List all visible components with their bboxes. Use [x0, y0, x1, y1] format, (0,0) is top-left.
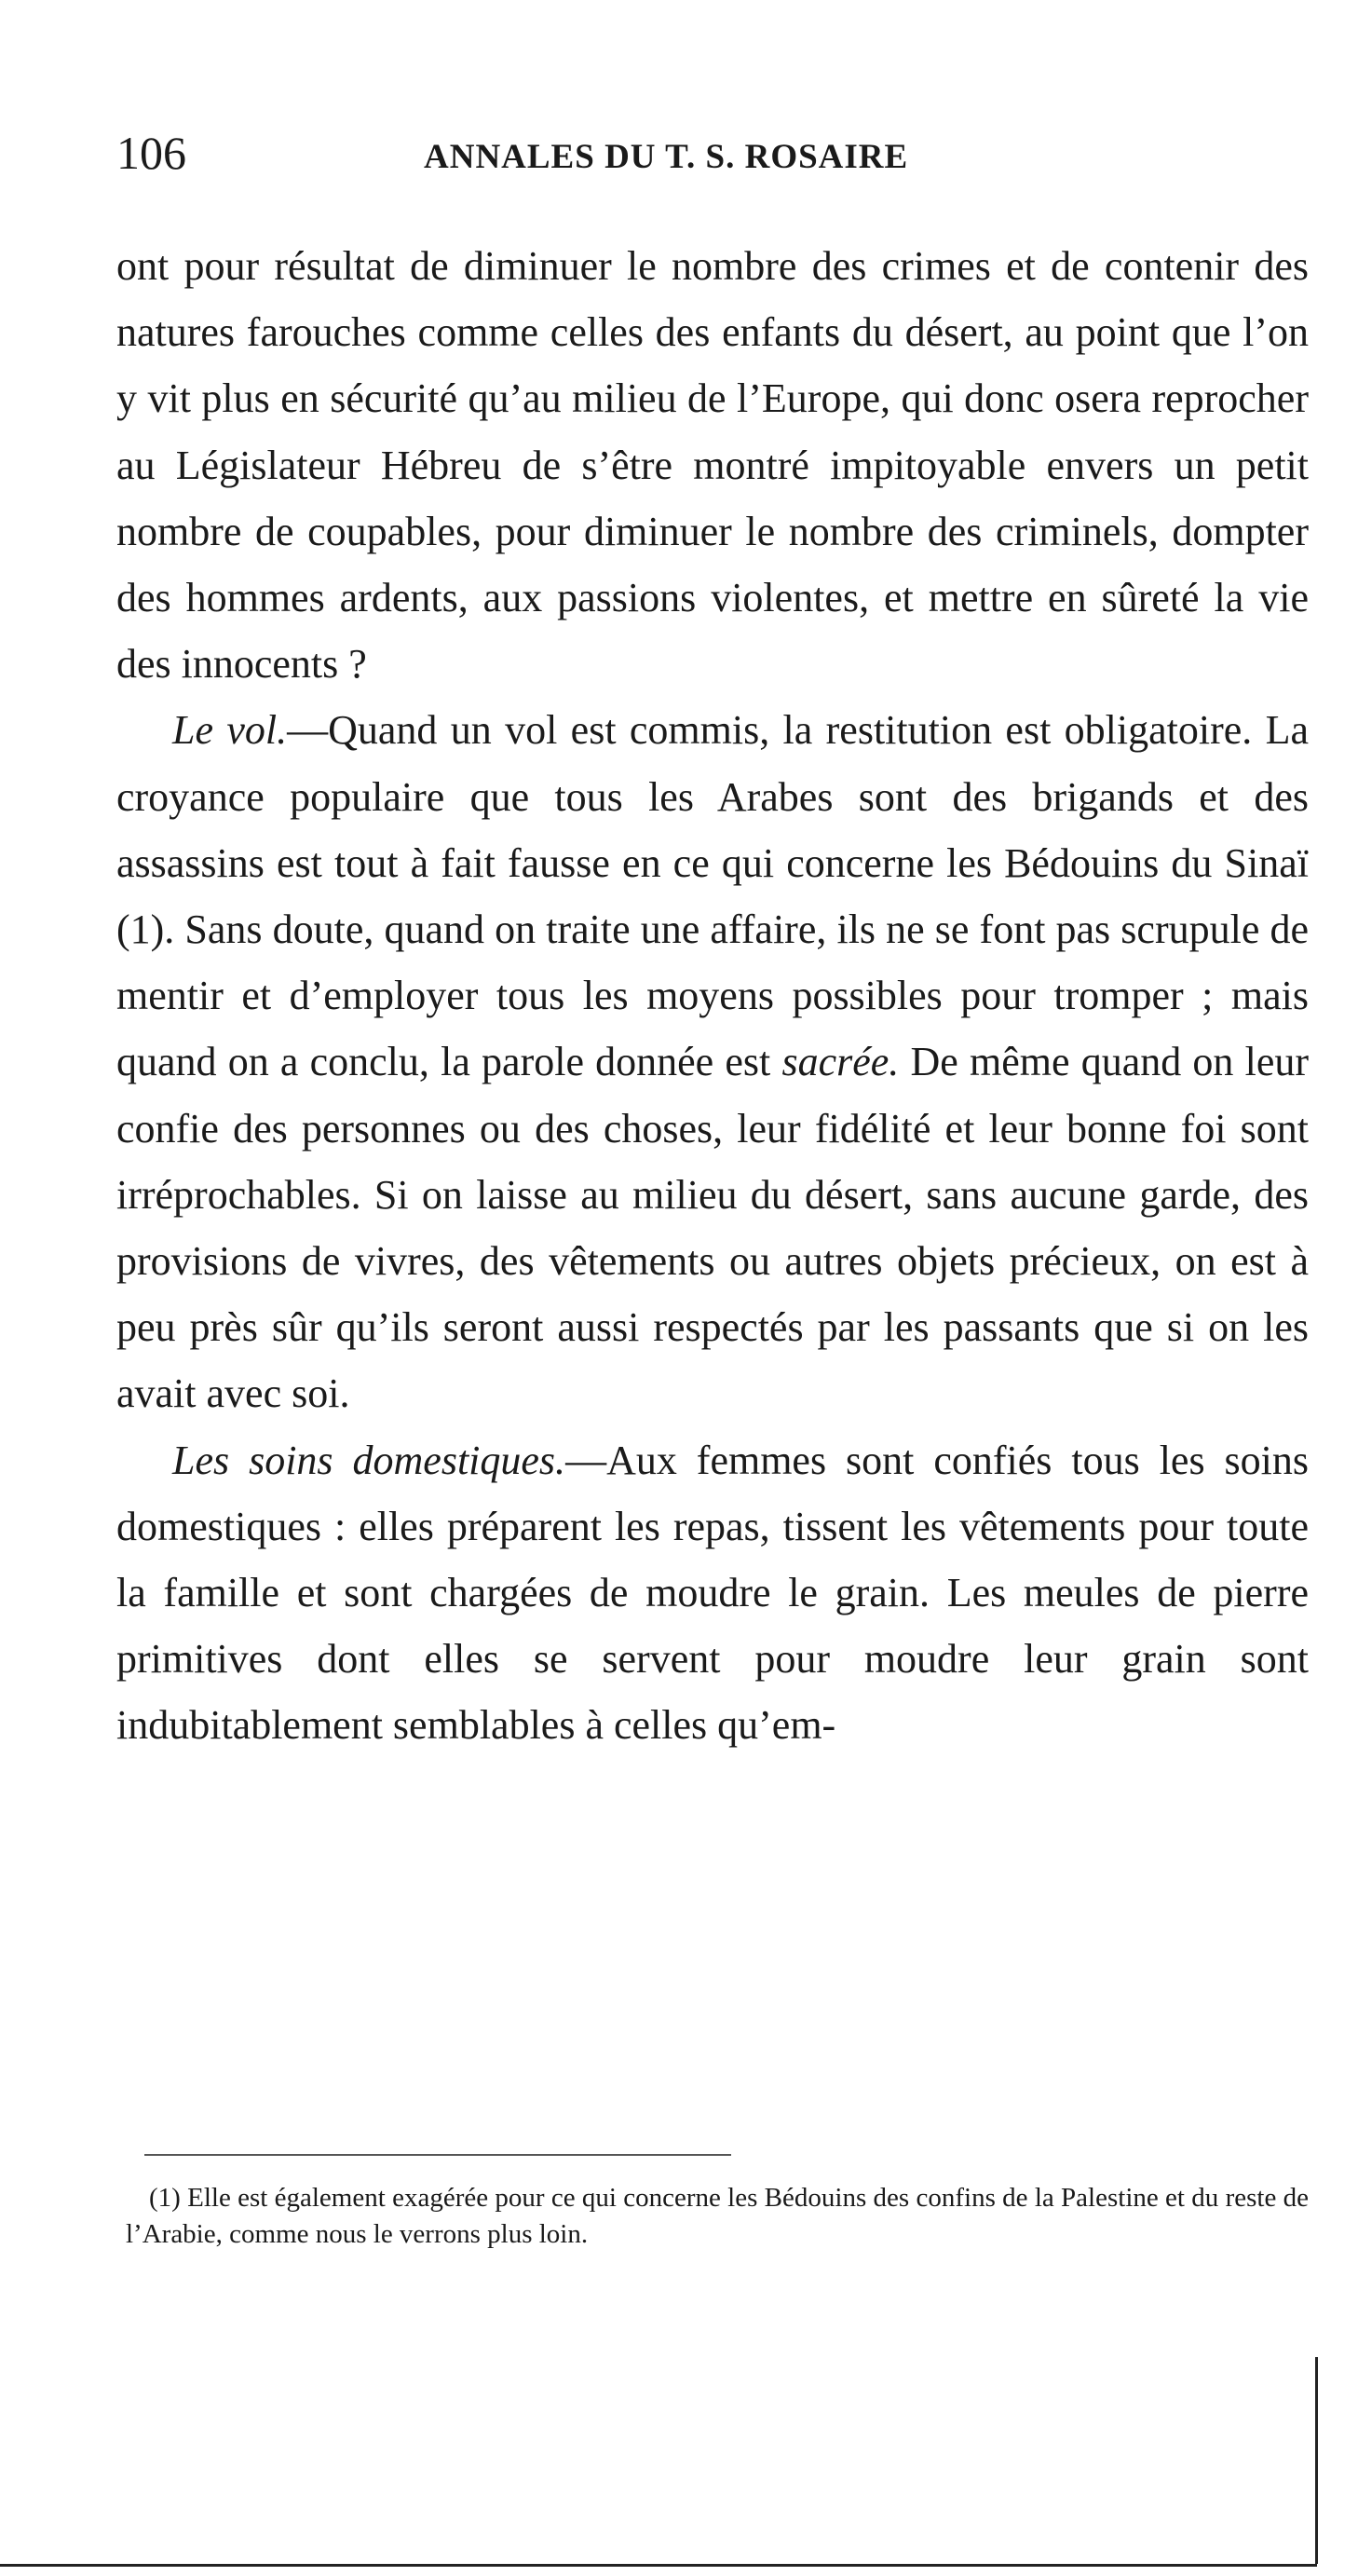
- emphasis-sacree: sacrée.: [781, 1039, 900, 1085]
- section-heading-soins-domestiques: Les soins domestiques.: [172, 1437, 566, 1483]
- paragraph-le-vol: [116, 697, 1309, 1426]
- em-dash: —: [287, 707, 329, 754]
- page-edge-right: [1315, 2357, 1318, 2564]
- paragraph-soins-domestiques: [116, 1427, 1309, 1759]
- body-text: [116, 233, 1309, 1759]
- paragraph-text: Quand un vol est commis, la restitution est obligatoire. La croyance populaire que tous les Arabes sont des brigands et des assassins est tout à fait fausse en ce qui concerne les Bédouins du Sinaï (1). Sans doute, quand on traite une affaire, ils ne se font pas scrupule de mentir et d’employer tous les moyens possibles pour tromper ; mais quand on a conclu, la parole donnée est: [116, 707, 1309, 1085]
- em-dash: —: [565, 1437, 607, 1483]
- page-number: 106: [116, 127, 186, 179]
- section-heading-le-vol: Le vol.: [172, 707, 288, 754]
- footnote-text: (1) Elle est également exagérée pour ce qui concerne les Bédouins des confins de la Palestine et du reste de l’Arabie, comme nous le verrons plus loin.: [126, 2183, 1309, 2249]
- paragraph-crimes: [116, 233, 1309, 697]
- paragraph-text: De même quand on leur confie des personnes ou des choses, leur fidélité et leur bonne foi sont irréprochables. Si on laisse au milieu du désert, sans aucune garde, des provisions de vivres, des vêtements ou autres objets précieux, on est à peu près sûr qu’ils seront aussi respectés par les passants que si on les avait avec soi.: [116, 1039, 1309, 1417]
- page-edge-bottom: [0, 2564, 1317, 2567]
- page-header: [116, 126, 1327, 182]
- footnote-rule: [144, 2154, 731, 2156]
- footnote: [126, 2180, 1309, 2253]
- paragraph-text: Aux femmes sont confiés tous les soins domestiques : elles préparent les repas, tissent les vêtements pour toute la famille et sont chargées de moudre le grain. Les meules de pierre primitives dont elles se servent pour moudre leur grain sont indubitablement semblables à celles qu’em-: [116, 1437, 1309, 1749]
- paragraph-text: ont pour résultat de diminuer le nombre des crimes et de contenir des natures farouches comme celles des enfants du désert, au point que l’on y vit plus en sécurité qu’au milieu de l’Europe, qui donc osera reprocher au Législateur Hébreu de s’être montré impitoyable envers un petit nombre de coupables, pour diminuer le nombre des criminels, dompter des hommes ardents, aux passions violentes, et mettre en sûreté la vie des innocents ?: [116, 243, 1309, 688]
- running-head: ANNALES DU T. S. ROSAIRE: [424, 138, 909, 176]
